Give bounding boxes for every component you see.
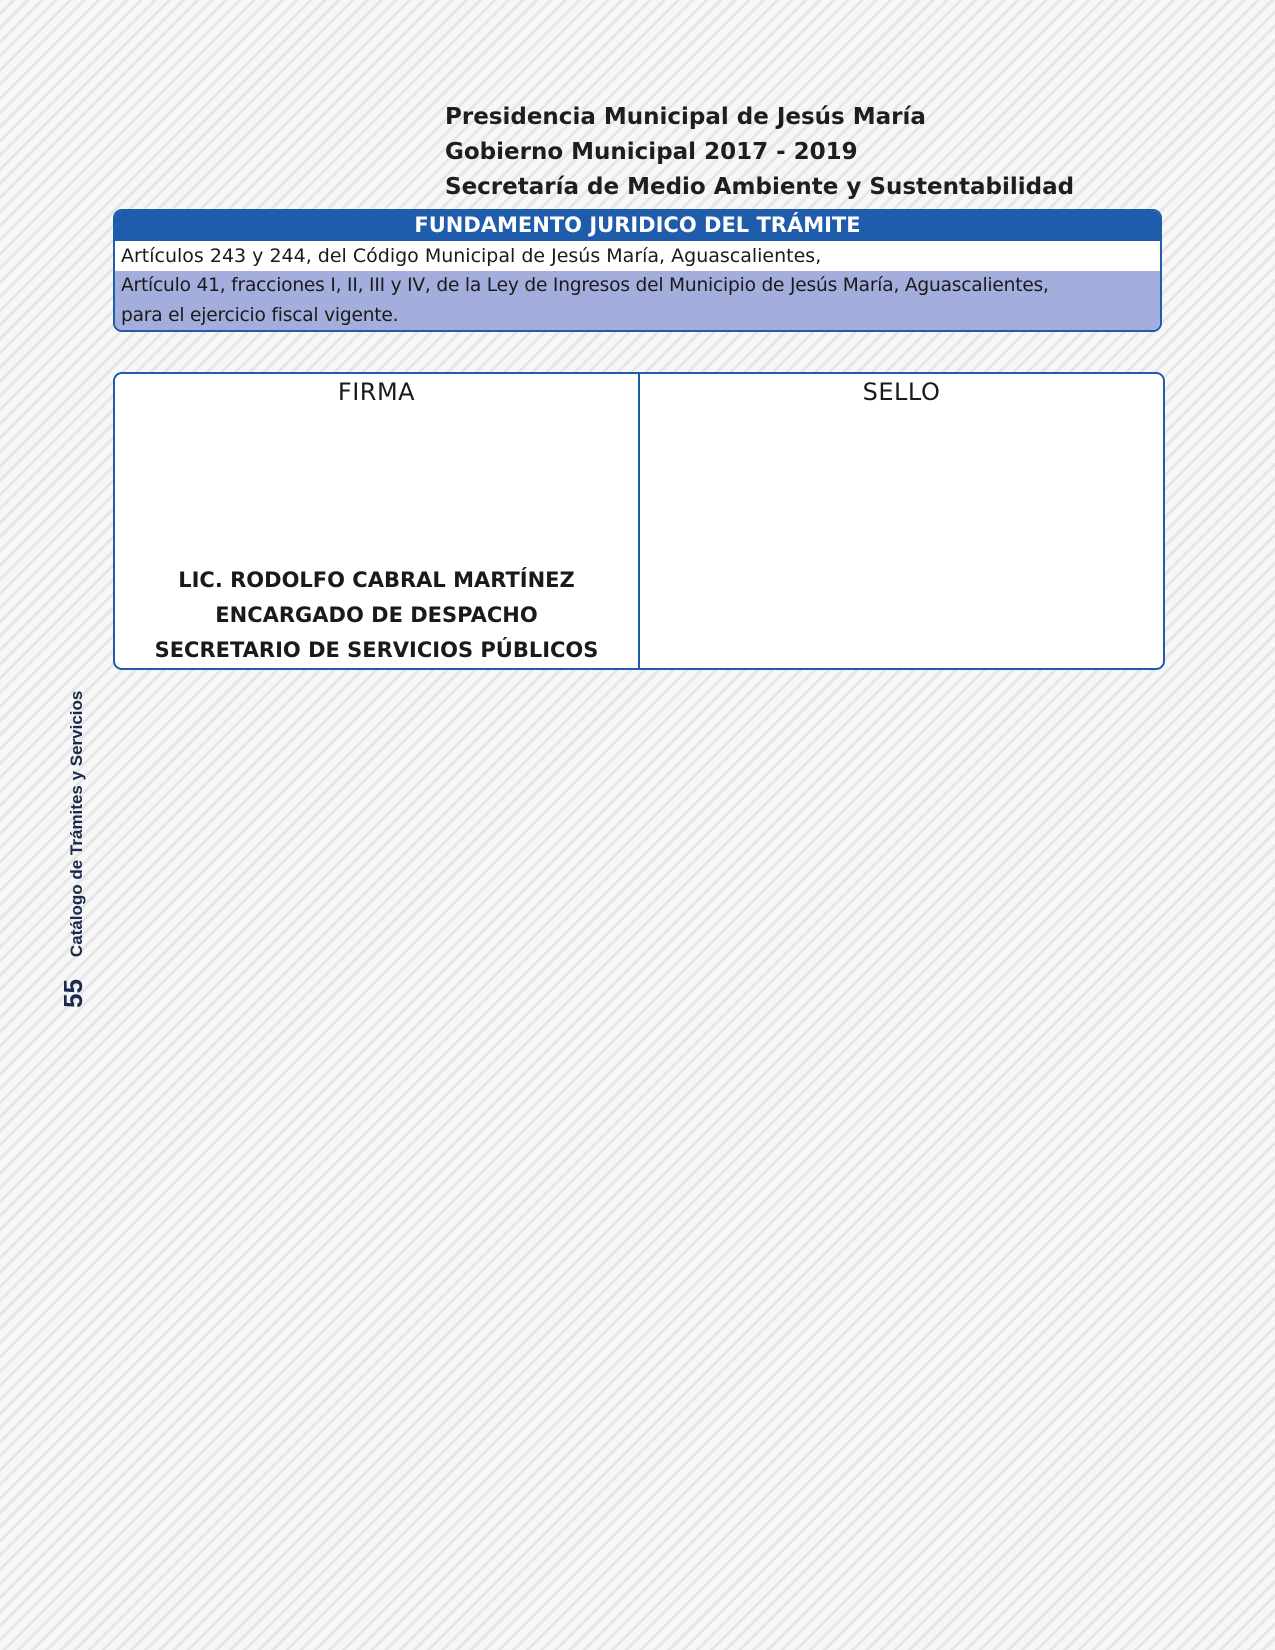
firma-label: FIRMA [337,378,416,406]
legal-basis-title: FUNDAMENTO JURIDICO DEL TRÁMITE [115,211,1160,241]
legal-basis-row-1: Artículos 243 y 244, del Código Municipal de Jesús María, Aguascalientes, [115,241,1160,271]
signer-block [115,563,638,668]
legal-basis-row-2-line-1: Artículo 41, fracciones I, II, III y IV, de la Ley de Ingresos del Municipio de Jesús María, Aguascalientes, [121,275,1049,296]
signer-office: SECRETARIO DE SERVICIOS PÚBLICOS [154,638,599,662]
sello-label: SELLO [862,378,941,406]
signer-role: ENCARGADO DE DESPACHO [215,603,538,627]
catalog-title: Catálogo de Trámites y Servicios [67,690,86,958]
legal-basis-box [113,209,1162,332]
legal-basis-row-2-line-2: para el ejercicio fiscal vigente. [121,305,399,326]
header-government-period: Gobierno Municipal 2017 - 2019 [445,139,858,165]
signature-cell [115,374,638,668]
page-number: 55 [58,979,88,1008]
signer-name: LIC. RODOLFO CABRAL MARTÍNEZ [178,568,575,592]
signature-stamp-box [113,372,1165,670]
header-institution: Presidencia Municipal de Jesús María [445,104,926,130]
page-sidebar [58,691,89,1008]
header-secretariat: Secretaría de Medio Ambiente y Sustentabilidad [445,174,1075,200]
stamp-cell [638,374,1163,668]
document-header [445,100,1165,205]
legal-basis-row-2 [115,271,1160,332]
